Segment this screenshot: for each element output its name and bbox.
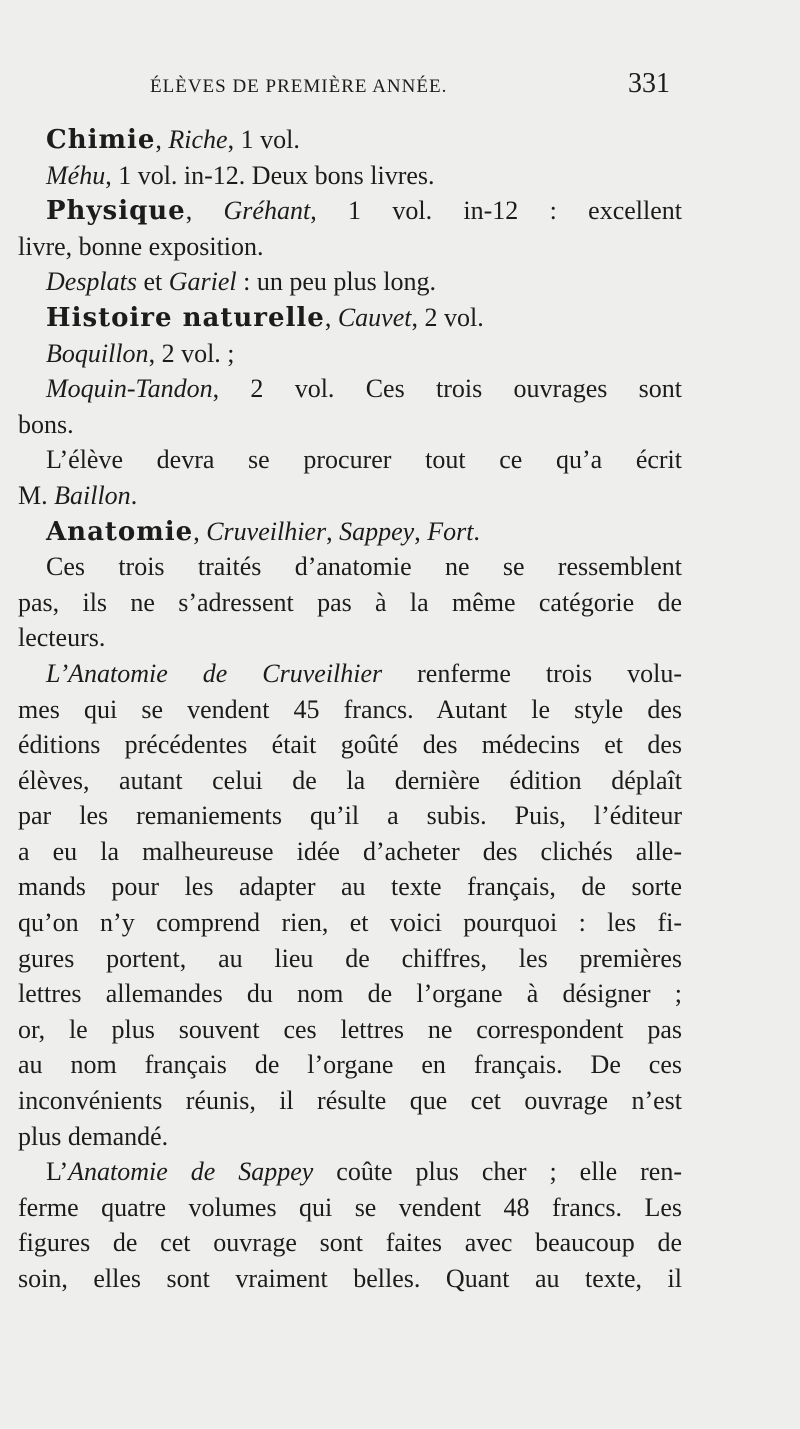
italic-text: Riche [168,125,228,154]
page-header [0,66,800,102]
italic-text: Gariel [168,267,237,297]
text-line [18,158,682,194]
text-line [18,1154,682,1190]
italic-text: Fort [427,516,474,546]
text-line [18,1047,682,1083]
text-segment: , [414,516,428,546]
text-segment: , 2 vol. ; [148,338,235,368]
text-segment: , [326,516,340,546]
text-segment: , 2 vol. [411,302,484,332]
text-line [18,193,682,229]
italic-text: Anatomie de Sappey [68,1157,314,1187]
italic-text: Méhu [46,160,106,190]
text-line [18,585,682,621]
text-segment: , 2 vol. Ces trois ouvrages sont [212,374,682,404]
text-segment: , [155,125,169,154]
text-line [18,300,682,336]
text-line [18,692,682,728]
italic-text: Moquin-Tandon [46,374,213,404]
italic-text: L’Anatomie de Cruveilhier [46,658,383,688]
text-line [18,229,682,265]
text-line [18,834,682,870]
text-segment: M. [18,480,55,510]
text-line [18,549,682,585]
text-segment: gures portent, au lieu de chiffres, les premières [18,943,682,973]
section-heading: Anatomie [46,516,194,547]
italic-text: Cruveilhier [206,516,327,546]
text-segment: : un peu plus long. [236,267,436,297]
text-segment: mes qui se vendent 45 francs. Autant le style des [18,694,682,724]
text-line [18,656,682,692]
text-line [18,336,682,372]
text-segment: , [185,196,224,226]
text-segment: , [324,302,338,332]
text-line [18,514,682,550]
text-segment: or, le plus souvent ces lettres ne correspondent pas [18,1014,682,1044]
text-line [18,478,682,514]
section-heading: Histoire naturelle [46,302,325,333]
text-segment: bons. [18,409,74,439]
text-line [18,1225,682,1261]
text-segment: pas, ils ne s’adressent pas à la même catégorie de [18,587,682,617]
page-number: 331 [628,68,670,99]
text-segment: , 1 vol. [227,125,300,154]
text-segment: , 1 vol. in-12. Deux bons livres. [105,160,435,190]
text-line [18,407,682,443]
text-segment: ferme quatre volumes qui se vendent 48 francs. Les [18,1192,682,1222]
text-line [18,442,682,478]
text-segment: . [130,480,138,510]
text-line [18,976,682,1012]
text-segment: livre, bonne exposition. [18,231,264,261]
text-line [18,763,682,799]
text-segment: L’ [46,1157,69,1187]
text-line [18,1012,682,1048]
text-segment: a eu la malheureuse idée d’acheter des clichés alle- [18,836,682,866]
text-segment: lettres allemandes du nom de l’organe à désigner ; [18,979,682,1009]
text-segment: au nom français de l’organe en français. De ces [18,1050,682,1080]
text-line [18,1119,682,1155]
text-line [18,1261,682,1297]
text-segment: renferme trois volu- [382,658,682,688]
italic-text: Sappey [339,516,415,546]
text-segment: et [137,267,169,297]
text-segment: inconvénients réunis, il résulte que cet ouvrage n’est [18,1086,682,1116]
running-title: ÉLÈVES DE PREMIÈRE ANNÉE. [150,76,448,97]
text-segment: . [473,516,480,546]
text-line [18,905,682,941]
text-line [18,264,682,300]
text-segment: soin, elles sont vraiment belles. Quant au texte, il [18,1264,682,1293]
text-line [18,1190,682,1226]
body-text [18,122,682,1297]
text-segment: élèves, autant celui de la dernière édition déplaît [18,765,682,795]
section-heading: Physique [46,196,186,227]
text-line [18,122,682,158]
text-line [18,371,682,407]
text-line [18,727,682,763]
text-segment: qu’on n’y comprend rien, et voici pourquoi : les fi- [18,908,682,938]
text-segment: Ces trois traités d’anatomie ne se ressemblent [46,552,682,582]
italic-text: Desplats [46,267,137,297]
text-line [18,1083,682,1119]
text-segment: figures de cet ouvrage sont faites avec beaucoup de [18,1228,682,1258]
text-line [18,869,682,905]
text-segment: L’élève devra se procurer tout ce qu’a écrit [46,445,682,475]
text-segment: , 1 vol. in-12 : excellent [310,196,682,226]
text-line [18,941,682,977]
text-segment: mands pour les adapter au texte français, de sorte [18,872,682,902]
text-line [18,620,682,656]
italic-text: Baillon [54,480,131,510]
text-segment: éditions précédentes était goûté des médecins et des [18,730,682,760]
italic-text: Gréhant [223,196,311,226]
text-line [18,798,682,834]
text-segment: , [193,516,207,546]
italic-text: Boquillon [46,338,149,368]
section-heading: Chimie [46,125,156,155]
text-segment: par les remaniements qu’il a subis. Puis, l’éditeur [18,801,682,831]
italic-text: Cauvet [337,302,412,332]
text-segment: plus demandé. [18,1121,169,1151]
text-segment: coûte plus cher ; elle ren- [313,1157,683,1187]
text-segment: lecteurs. [18,623,106,653]
